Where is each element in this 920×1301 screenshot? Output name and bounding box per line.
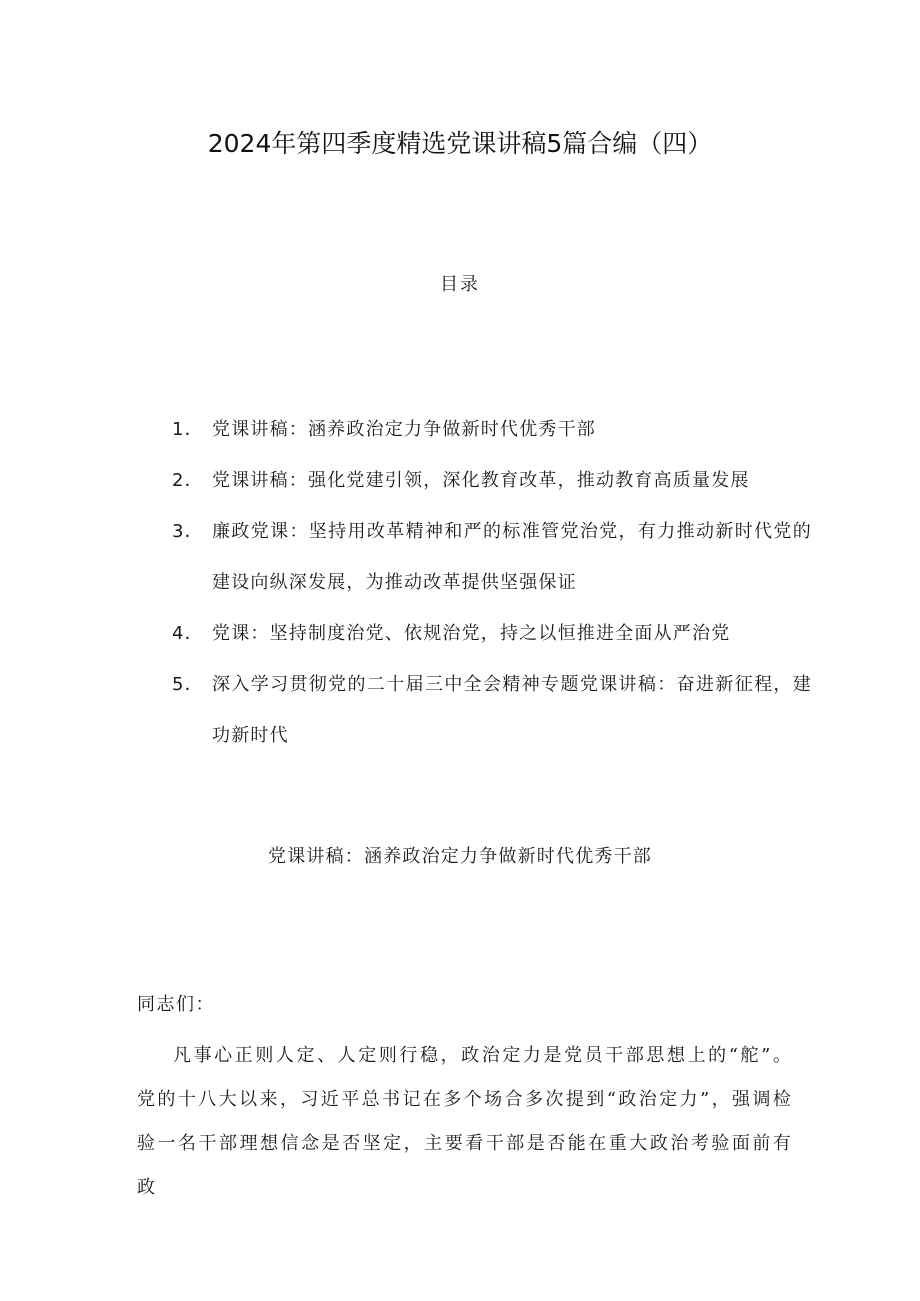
document-title: 2024年第四季度精选党课讲稿5篇合编（四） bbox=[207, 129, 713, 158]
body-paragraph: 凡事心正则人定、人定则行稳，政治定力是党员干部思想上的“舵”。党的十八大以来，习近平总书记在多个场合多次提到“政治定力”，强调检验一名干部理想信念是否坚定，主要看干部是否能在重大政治考验面前有政 bbox=[137, 1045, 793, 1198]
toc-heading: 目录 bbox=[440, 274, 480, 295]
toc-item-text: 廉政党课：坚持用改革精神和严的标准管党治党，有力推动新时代党的建设向纵深发展，为推动改革提供坚强保证 bbox=[212, 521, 812, 593]
toc-item[interactable] bbox=[172, 659, 812, 761]
salutation: 同志们： bbox=[137, 994, 215, 1015]
table-of-contents bbox=[172, 404, 812, 761]
toc-item-text: 党课讲稿：强化党建引领，深化教育改革，推动教育高质量发展 bbox=[212, 470, 750, 491]
toc-item-text: 党课：坚持制度治党、依规治党，持之以恒推进全面从严治党 bbox=[212, 623, 731, 644]
toc-item-text: 党课讲稿：涵养政治定力争做新时代优秀干部 bbox=[212, 419, 596, 440]
toc-item-number: 4． bbox=[172, 623, 204, 644]
toc-item[interactable] bbox=[172, 506, 812, 608]
toc-item-number: 5． bbox=[172, 674, 204, 695]
toc-item-number: 2． bbox=[172, 470, 204, 491]
toc-item[interactable] bbox=[172, 404, 812, 455]
toc-item-number: 1． bbox=[172, 419, 204, 440]
toc-item-text: 深入学习贯彻党的二十届三中全会精神专题党课讲稿：奋进新征程，建功新时代 bbox=[212, 674, 812, 746]
section-title: 党课讲稿：涵养政治定力争做新时代优秀干部 bbox=[268, 846, 652, 867]
toc-item[interactable] bbox=[172, 608, 812, 659]
toc-item-number: 3． bbox=[172, 521, 204, 542]
toc-item[interactable] bbox=[172, 455, 812, 506]
